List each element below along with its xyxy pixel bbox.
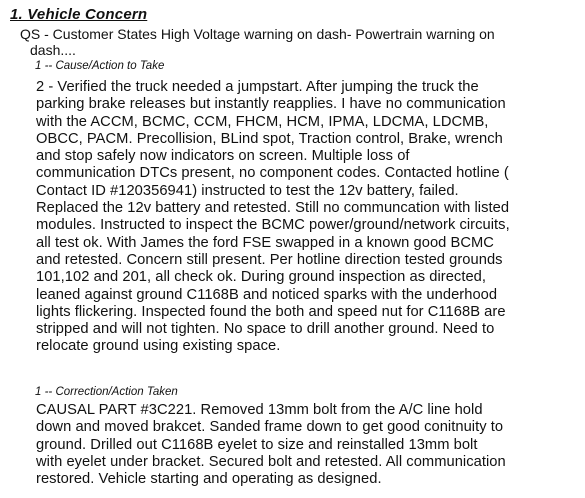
cause-line: OBCC, PACM. Precollision, BLind spot, Traction control, Brake, wrench	[36, 130, 503, 147]
customer-states-line: dash....	[30, 42, 76, 58]
vehicle-concern-heading: 1. Vehicle Concern	[10, 6, 148, 23]
cause-line: with the ACCM, BCMC, CCM, FHCM, HCM, IPMA, LDCMA, LDCMB,	[36, 113, 489, 130]
cause-line: lights flickering. Inspected found the both and speed nut for C1168B are	[36, 303, 506, 320]
cause-text	[36, 79, 510, 356]
correction-line: ground. Drilled out C1168B eyelet to size and reinstalled 13mm bolt	[36, 436, 478, 453]
correction-line: down and moved brakcet. Sanded frame down to get good conitnuity to	[36, 419, 504, 436]
cause-line: communication DTCs present, no component codes. Contacted hotline (	[36, 165, 509, 182]
cause-section-label: 1 -- Cause/Action to Take	[35, 60, 165, 72]
cause-line: stripped and will not tighten. No space to drill another ground. Need to	[36, 321, 495, 338]
cause-line: modules. Instructed to inspect the BCMC power/ground/network circuits,	[36, 217, 510, 234]
correction-line: restored. Vehicle starting and operating as designed.	[36, 471, 382, 488]
correction-section-label: 1 -- Correction/Action Taken	[35, 386, 178, 398]
correction-line: CAUSAL PART #3C221. Removed 13mm bolt from the A/C line hold	[36, 402, 483, 418]
cause-line: and stop safely now indicators on screen. Multiple loss of	[36, 148, 410, 165]
cause-line: all test ok. With James the ford FSE swapped in a known good BCMC	[36, 234, 494, 251]
customer-states-line: QS - Customer States High Voltage warning on dash- Powertrain warning on	[20, 26, 495, 42]
cause-line: parking brake releases but instantly reapplies. I have no communication	[36, 96, 506, 113]
cause-line: Contact ID #120356941) instructed to test the 12v battery, failed.	[36, 182, 459, 199]
correction-text	[36, 402, 506, 488]
cause-line: Replaced the 12v battery and retested. Still no communcation with listed	[36, 200, 510, 217]
cause-line: 2 - Verified the truck needed a jumpstart. After jumping the truck the	[36, 79, 479, 95]
cause-line: leaned against ground C1168B and noticed sparks with the underhood	[36, 286, 498, 303]
correction-line: with eyelet under bracket. Secured bolt and retested. All communication	[36, 453, 506, 470]
cause-line: 101,102 and 201, all check ok. During ground inspection as directed,	[36, 269, 487, 286]
cause-line: and retested. Concern still present. Per hotline direction tested grounds	[36, 251, 503, 268]
customer-states-text	[20, 26, 565, 58]
cause-line: relocate ground using existing space.	[36, 338, 281, 355]
